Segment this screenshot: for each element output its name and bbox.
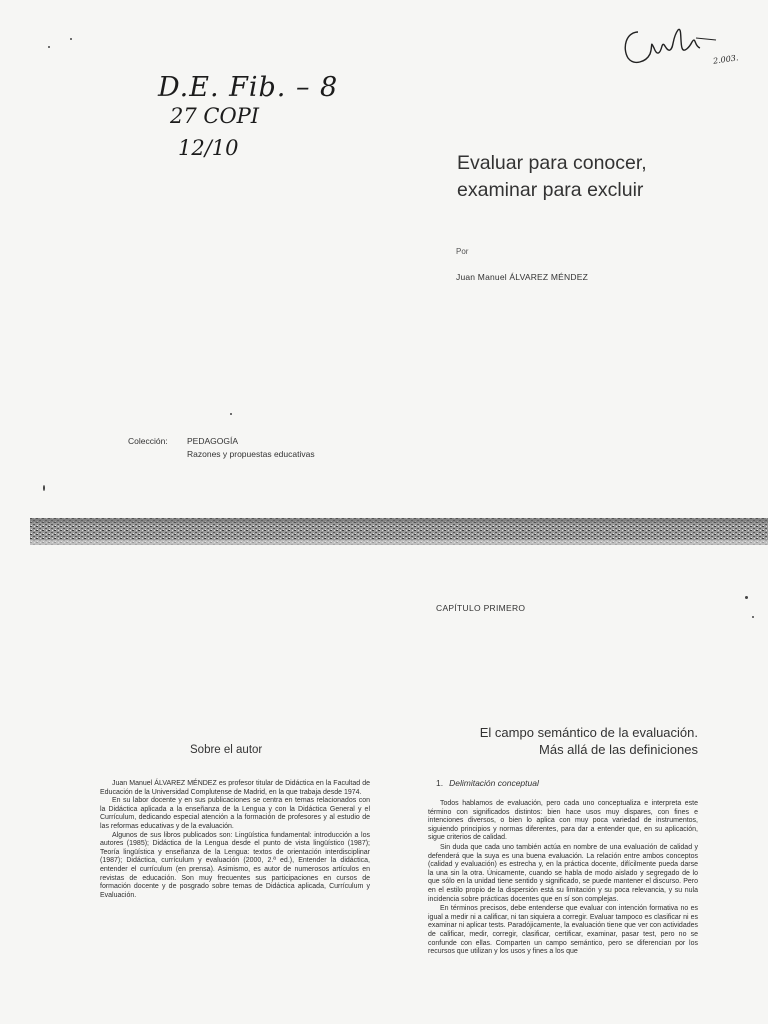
body-paragraph: Sin duda que cada uno también actúa en nombre de una evaluación de calidad y defenderá que la suya es una buena evaluación. La relación entre ambos conceptos (calidad y evaluación) es estrecha y, en la práctica docente, difícilmente pueda darse la una sin la otra. Únicamente, cuando se habla de modo aislado y segregado de lo que sólo en la unidad tiene sentido y significado, se puede mantener el discurso. Pero en el estilo propio de la dispersión está su limitación y su poca relevancia, y su nula incidencia sobre prácticas docentes que en sí son complejas.	[428, 843, 698, 903]
handwritten-signature	[620, 18, 720, 70]
scan-speck	[230, 413, 232, 415]
chapter-title	[480, 724, 698, 758]
book-title	[457, 150, 647, 204]
collection-name: PEDAGOGÍA	[187, 436, 239, 446]
chapter-body	[428, 800, 698, 958]
chapter-title-line: El campo semántico de la evaluación.	[479, 725, 698, 740]
handwritten-note-line3: 12/10	[178, 136, 239, 160]
section-number: 1.	[436, 778, 444, 788]
scan-speck	[752, 616, 754, 618]
body-paragraph: En términos precisos, debe entenderse que evaluar con intención formativa no es igual a medir ni a calificar, ni tan siquiera a corregir. Evaluar tampoco es clasificar ni es examinar ni aplicar tests. Paradójicamente, la evaluación tiene que ver con actividades de calificar, medir, corregir, clasificar, certificar, examinar, pasar test, pero no se confunde con ellas. Comparten un campo semántico, pero se diferencian por los recursos que utilizan y los usos y fines a los que	[428, 905, 698, 956]
about-paragraph: En su labor docente y en sus publicaciones se centra en temas relacionados con la Didáctica aplicada a la enseñanza de la Lengua y con la Didáctica General y el Currículum, dedicando especial atención a la formación de profesores y al estudio de las reformas educativas y de la evaluación.	[100, 797, 370, 830]
chapter-title-line: Más allá de las definiciones	[539, 742, 698, 757]
scan-speck	[70, 38, 72, 40]
scan-speck	[48, 46, 50, 48]
body-paragraph: Todos hablamos de evaluación, pero cada uno conceptualiza e interpreta este término con significados distintos: bien hace usos muy dispares, con fines e intenciones diversos, o bien lo aplica con muy poca variedad de instrumentos, siguiendo principios y normas diferentes, para dar a entender que, en su aplicación, sigue criterios de calidad.	[428, 800, 698, 842]
about-paragraph: Algunos de sus libros publicados son: Lingüística fundamental: introducción a los autores (1985); Didáctica de la Lengua desde el punto de vista lingüístico (1987); Teoría lingüística y enseñanza de la Lengua: textos de orientación interdisciplinar (1987); Didáctica, currículum y evaluación (2000, 2.ª ed.), Entender la didáctica, entender el currículum (en prensa). Asimismo, es autor de numerosos artículos en revistas de educación. Son muy frecuentes sus participaciones en cursos de formación docente y de posgrado sobre temas de Didáctica aplicada, Currículum y Evaluación.	[100, 831, 370, 899]
handwritten-note-line1: D.E. Fib. – 8	[158, 72, 339, 103]
about-paragraph: Juan Manuel ÁLVAREZ MÉNDEZ es profesor titular de Didáctica en la Facultad de Educación de la Universidad Complutense de Madrid, en la que trabaja desde 1974.	[100, 780, 370, 796]
about-author-body	[100, 780, 370, 900]
handwritten-note-line2: 27 COPI	[170, 104, 260, 128]
collection-label: Colección:	[128, 436, 168, 446]
signature-date: 2.003.	[712, 53, 739, 66]
section-title: Delimitación conceptual	[449, 778, 539, 788]
section-heading	[436, 778, 539, 788]
book-title-line: Evaluar para conocer,	[457, 152, 647, 174]
by-label: Por	[456, 247, 469, 256]
author-name: Juan Manuel ÁLVAREZ MÉNDEZ	[456, 272, 588, 282]
chapter-label: CAPÍTULO PRIMERO	[436, 603, 526, 613]
about-author-title: Sobre el autor	[190, 744, 263, 756]
book-title-line: examinar para excluir	[457, 179, 644, 201]
page-fold-band	[30, 518, 768, 545]
scan-speck	[745, 596, 748, 599]
scan-speck	[43, 485, 45, 491]
collection-subtitle: Razones y propuestas educativas	[187, 449, 315, 459]
